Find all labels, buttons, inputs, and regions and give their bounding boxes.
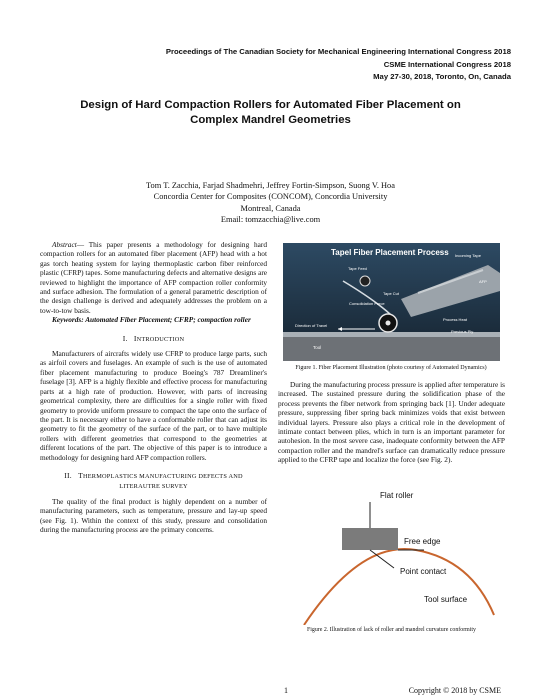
label-tape-feed: Tape Feed xyxy=(348,266,367,271)
label-consolidation-force: Consolidation Force xyxy=(349,301,385,306)
figure-1-title: Tapel Fiber Placement Process xyxy=(331,248,449,257)
figure-1-image xyxy=(283,243,500,361)
label-direction-of-travel: Direction of Travel xyxy=(295,323,328,328)
section-2-text: The quality of the final product is highly dependent on a number of manufacturing parameters, such as temperature, pressure and lay-up speed (see Fig. 1). Within the context of this study, pressure and consolidation during the manufacturing process are the primary concerns. xyxy=(40,496,267,534)
section-2-title-line-2: LITERAUTRE SURVEY xyxy=(119,483,188,491)
author-affiliation: Concordia Center for Composites (CONCOM), Concordia University xyxy=(153,192,388,202)
section-2-heading xyxy=(40,471,267,492)
section-1-title-rest: NTRODUCTION xyxy=(136,335,185,343)
label-process-heat: Process Heat xyxy=(443,317,468,322)
label-tape-cut: Tape Cut xyxy=(383,291,400,296)
section-1-number: I. xyxy=(122,333,128,343)
tape-feed-roller xyxy=(360,276,370,286)
label-afp: AFP xyxy=(479,279,487,284)
label-free-edge: Free edge xyxy=(404,537,441,546)
left-column xyxy=(40,240,267,534)
label-incoming-tape: Incoming Tape xyxy=(455,253,481,258)
tool-surface-curve xyxy=(304,549,494,625)
right-column-text: During the manufacturing process pressure is applied after temperature is increased. The sustained pressure during the solidification phase of the process prevents the fiber network from springing back [1]. Under adequate pressure, suppressing fiber spring back minimizes voids that exist between individual layers. Pressure also plays a critical role in the development of intimate contact between plies, which in turn is an important parameter for autohesion. In the most severe case, inadequate conformity between the AFP compaction roller and the mandrel's surface can dramatically reduce pressure applied to the CFRP tape and localize the force (see Fig. 2). xyxy=(278,380,505,465)
right-column xyxy=(278,380,505,465)
figure-1-caption: Figure 1. Fiber Placement Illustration (photo courtesy of Automated Dynamics) xyxy=(295,365,487,371)
section-1-heading xyxy=(40,334,267,344)
label-tool-surface: Tool surface xyxy=(424,595,468,604)
section-2-title-rest: HERMOPLASTICS MANUFACTURING DEFECTS AND xyxy=(83,472,243,480)
compaction-roller-hub xyxy=(386,321,391,326)
title-line-2: Complex Mandrel Geometries xyxy=(190,114,351,126)
author-location: Montreal, Canada xyxy=(240,203,301,213)
author-block xyxy=(40,180,501,226)
abstract-text: — This paper presents a methodology for designing hard compaction rollers for an automated fiber placement (AFP) head with a hot gas torch heating system for laying thermoplastic carbon fiber reinforced plastic (CFRP) tapes. Some manufacturing defects and alternative designs are reviewed to highlight the importance of AFP compaction roller conformity and surface adhesion. The formulation of a general parametric description of the design challenge is derived and adequately addresses the problem on a tow-to-tow basis. xyxy=(40,240,267,315)
section-1-first-letter: I xyxy=(133,333,137,343)
section-2-number: II. xyxy=(64,470,72,480)
conference-line-2: CSME International Congress 2018 xyxy=(383,59,511,69)
copyright-notice: Copyright © 2018 by CSME xyxy=(408,686,501,695)
title-line-1: Design of Hard Compaction Rollers for Automated Fiber Placement on xyxy=(80,99,461,111)
page-number: 1 xyxy=(284,686,288,695)
keywords-label: Keywords: xyxy=(52,315,84,325)
abstract-label: Abstract xyxy=(52,240,77,249)
keywords xyxy=(40,315,267,324)
section-2-first-letter: T xyxy=(78,470,83,480)
roller-conformity-illustration xyxy=(296,480,496,625)
label-tool: Tool xyxy=(313,345,322,350)
label-point-contact: Point contact xyxy=(400,567,447,576)
label-flat-roller: Flat roller xyxy=(380,491,414,500)
label-previous-ply: Previous Ply xyxy=(451,329,474,334)
paper-title xyxy=(40,98,501,128)
section-1-text: Manufacturers of aircrafts widely use CFRP to produce large parts, such as airfoil covers and fuselages. An example of such is the use of automated fiber placement manufacturing to produce Boeing's 787 Dreamliner's fuselage [3]. AFP is a highly flexible and effective process for manufacturing parts at a high rate of production. However, with parts of increasing geometrical complexity, there are difficulties for a single roller with fixed geometry to provide uniform pressure to compact the tape onto the surface of the part. It is necessary either to have a conformable roller that can adjust its geometry to fit the geometry of the surface of the part, or to have multiple rollers with different geometries that correspond to the geometries at different locations of the part. The objective of this paper is to introduce a methodology for designing hard AFP compaction rollers. xyxy=(40,349,267,462)
conference-header xyxy=(166,46,511,84)
conference-line-3: May 27-30, 2018, Toronto, On, Canada xyxy=(373,72,511,81)
flat-roller xyxy=(342,528,398,550)
keywords-text: Automated Fiber Placement; CFRP; compaction roller xyxy=(85,315,251,325)
abstract xyxy=(40,240,267,315)
author-names: Tom T. Zacchia, Farjad Shadmehri, Jeffrey Fortin-Simpson, Suong V. Hoa xyxy=(146,181,395,190)
fiber-placement-illustration xyxy=(283,243,500,361)
figure-2-caption: Figure 2. Illustration of lack of roller and mandrel curvature conformity xyxy=(307,627,476,633)
figure-2-image xyxy=(296,480,496,625)
conference-line-1: Proceedings of The Canadian Society for Mechanical Engineering International Congress 2018 xyxy=(165,47,511,56)
author-email: Email: tomzacchia@live.com xyxy=(220,215,321,225)
